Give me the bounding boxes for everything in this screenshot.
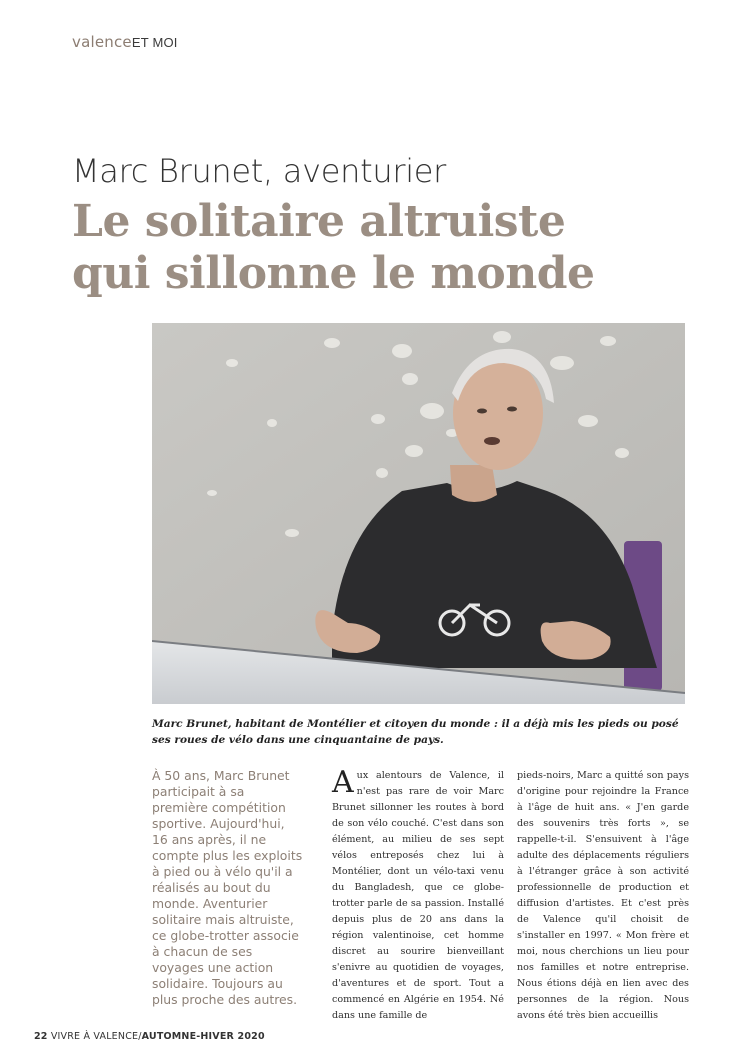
photo-caption: Marc Brunet, habitant de Montélier et citoyen du monde : il a déjà mis les pieds ou posé ses roues de vélo dans une cinquantaine de pays. — [152, 718, 679, 746]
body-column-1-text: ux alentours de Valence, il n'est pas rare de voir Marc Brunet sillonner les routes à bord de son vélo couché. C'est dans son élément, au milieu de ses sept vélos entreposés chez lui à Montélier, dont un vélo-taxi venu du Bangladesh, que ce globe-trotter parle de sa passion. Installé depuis plus de 20 ans dans la région valentinoise, cet homme discret au sourire bienveillant s'enivre au quotidien de voyages, d'aventures et de sport. Tout a commencé en Algérie en 1954. Né dans une famille de — [332, 770, 504, 1021]
body-column-1 — [332, 765, 504, 1024]
section-label: ET MOI — [131, 35, 178, 50]
drop-cap: A — [332, 765, 354, 800]
page-footer: 22 VIVRE À VALENCE/AUTOMNE-HIVER 2020 — [34, 1031, 265, 1042]
article-intro: À 50 ans, Marc Brunet participait à sa première compétition sportive. Aujourd'hui, 16 ans après, il ne compte plus les exploits à pied ou à vélo qu'il a réalisés au bout du monde. Aventurier solitaire mais altruiste, ce globe-trotter associe à chacun de ses voyages une action solidaire. Toujours au plus proche des autres. — [152, 768, 303, 1007]
brand-label: valence — [72, 33, 132, 51]
portrait-illustration — [152, 323, 685, 704]
article-subtitle: Marc Brunet, aventurier — [72, 152, 447, 190]
title-line-1: Le solitaire altruiste — [72, 196, 566, 247]
body-column-2-text: pieds-noirs, Marc a quitté son pays d'origine pour rejoindre la France à l'âge de huit ans. « J'en garde des souvenirs très forts », se rappelle-t-il. S'ensuivent à l'âge adulte des déplacements réguliers à l'étranger grâce à son activité professionnelle de production et diffusion d'artistes. Et c'est près de Valence qu'il choisit de s'installer en 1997. « Mon frère et moi, nous cherchions un lieu pour nos familles et notre entreprise. Nous étions déjà en lien avec des personnes de la région. Nous avons été très bien accueillis — [517, 770, 689, 1021]
issue-label: AUTOMNE-HIVER 2020 — [141, 1031, 265, 1042]
portrait-photo — [152, 323, 685, 704]
section-header — [72, 33, 178, 51]
article-title — [72, 196, 692, 300]
body-column-2 — [517, 768, 689, 1024]
title-line-2: qui sillonne le monde — [72, 248, 595, 299]
magazine-name: VIVRE À VALENCE — [50, 1031, 139, 1042]
page-number: 22 — [34, 1031, 48, 1042]
